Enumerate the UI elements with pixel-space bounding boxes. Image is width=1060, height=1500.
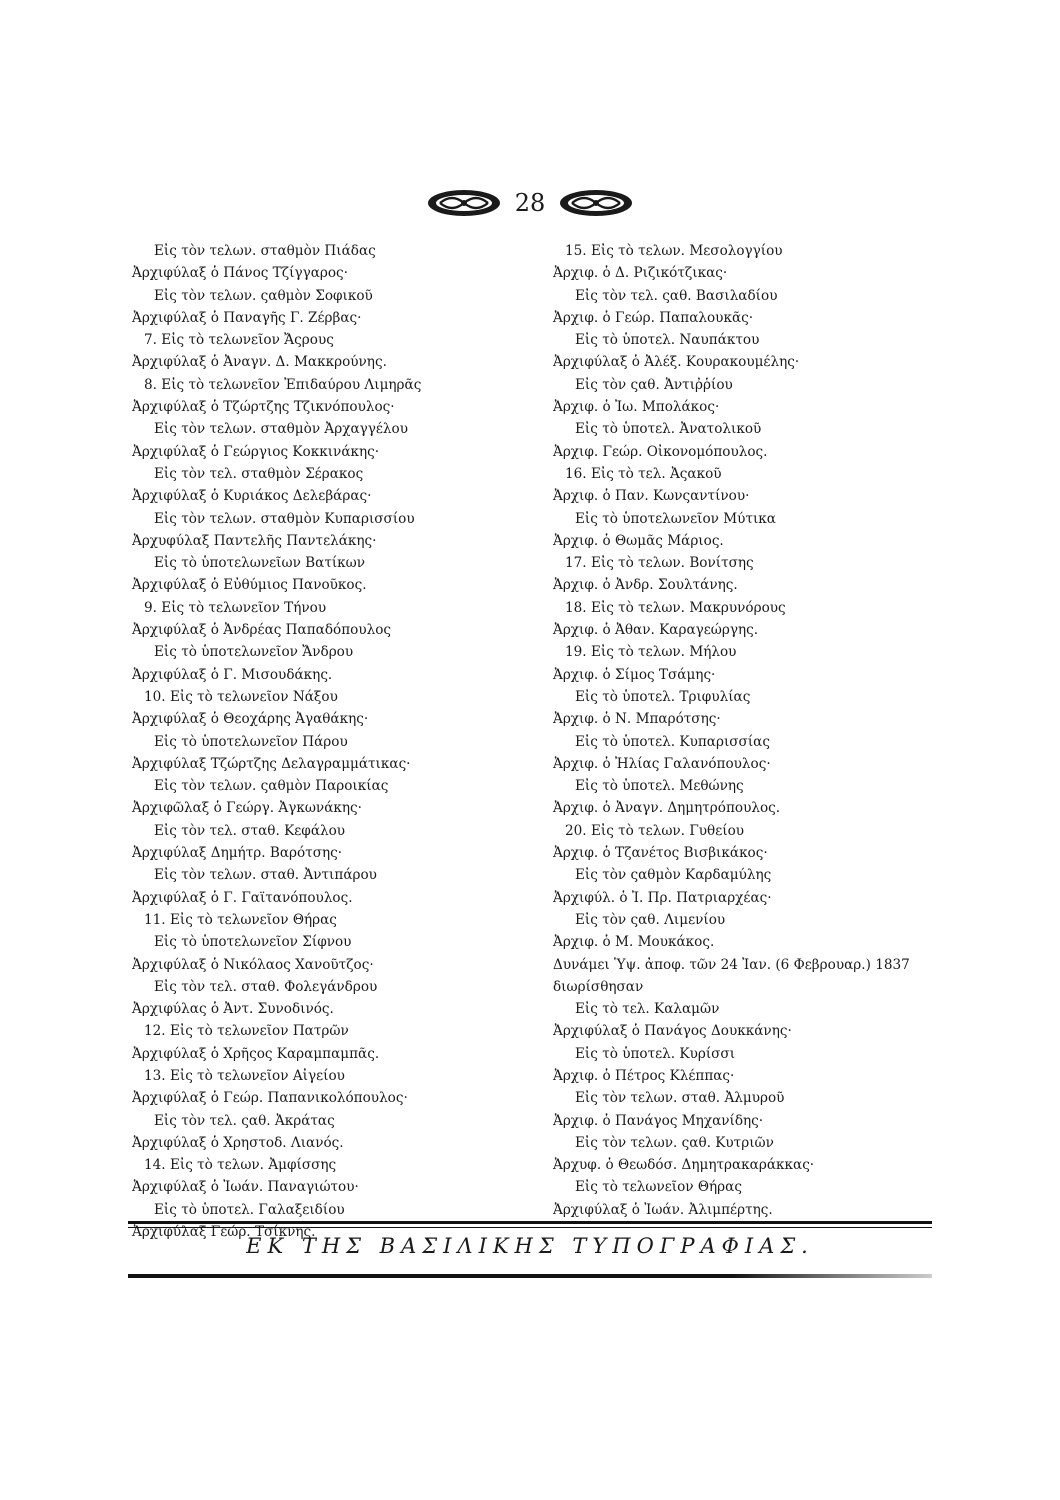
text-line: Ἀρχιφ. ὁ Δ. Ριζικότζικας· — [553, 265, 728, 282]
text-line: Ἀρχιφύλαξ Τζώρτζης Δελαγραμμάτικας· — [132, 755, 411, 772]
text-line: Ἀρχιφ. ὁ Ἰω. Μπολάκος· — [553, 399, 720, 416]
text-line: Εἰς τὸ ὑποτελ. Μεθώνης — [575, 778, 744, 795]
text-line: Ἀρχιφύλαξ ὁ Γ. Μισουδάκης. — [132, 666, 333, 683]
text-line: 10. Εἰς τὸ τελωνεῖον Νάξου — [144, 688, 338, 705]
text-line: Εἰς τὸν τελων. σταθ. Ἀλμυροῦ — [575, 1090, 785, 1107]
text-line: Εἰς τὸν τελων. ςαθμὸν Παροικίας — [154, 778, 389, 795]
text-line: Ἀρχιφύλαξ Δημήτρ. Βαρότσης· — [132, 845, 343, 862]
text-line: Ἀρχιφ. ὁ Θωμᾶς Μάριος. — [553, 532, 724, 549]
text-line: Εἰς τὸν τελ. ςαθ. Βασιλαδίου — [575, 287, 778, 304]
text-line: Εἰς τὸ ὑποτελ. Ναυπάκτου — [575, 332, 760, 349]
text-line: Εἰς τὸ ὑποτελωνεῖον Ἄνδρου — [154, 644, 354, 661]
text-line: Εἰς τὸν τελων. ςαθ. Κυτριῶν — [575, 1134, 774, 1151]
text-line: Ἀρχιφύλαξ ὁ Ἀναγν. Δ. Μακκρούνης. — [132, 354, 387, 371]
right-column — [553, 240, 973, 1221]
text-line: Ἀρχιφ. ὁ Ἀναγν. Δημητρόπουλος. — [553, 800, 781, 817]
text-line: Ἀρχιφύλαξ ὁ Εὐθύμιος Πανοῦκος. — [132, 577, 367, 594]
text-line: Εἰς τὸ ὑποτελ. Κυρίσσι — [575, 1045, 736, 1062]
text-line: Εἰς τὸ τελ. Καλαμῶν — [575, 1001, 720, 1018]
text-line: Εἰς τὸ τελωνεῖον Θήρας — [575, 1179, 742, 1196]
text-line: Ἀρχιφῶλαξ ὁ Γεώργ. Ἀγκωνάκης· — [132, 800, 362, 817]
text-line: 9. Εἰς τὸ τελωνεῖον Τήνου — [144, 599, 327, 616]
text-line: Ἀρχιφ. ὁ Σίμος Τσάμης· — [553, 666, 716, 683]
text-line: 19. Εἰς τὸ τελων. Μήλου — [565, 644, 737, 661]
text-line: Ἀρχιφ. ὁ Μ. Μουκάκος. — [553, 934, 715, 951]
text-line: Εἰς τὸ ὑποτελ. Κυπαρισσίας — [575, 733, 770, 750]
text-line: Δυνάμει Ὑψ. ἀποφ. τῶν 24 Ἰαν. (6 Φεβρουαρ.) 1837 διωρίσθησαν — [553, 956, 910, 995]
text-line: Εἰς τὸν τελων. σταθμὸν Κυπαρισσίου — [154, 510, 415, 527]
right-ornament-icon — [557, 187, 635, 219]
text-line: Ἀρχιφύλαξ ὁ Θεοχάρης Ἀγαθάκης· — [132, 711, 369, 728]
text-line: Εἰς τὸ ὑποτελωνεῖον Πάρου — [154, 733, 348, 750]
text-line: Εἰς τὸν τελ. σταθ. Φολεγάνδρου — [154, 978, 378, 995]
text-line: 18. Εἰς τὸ τελων. Μακρυνόρους — [565, 599, 786, 616]
text-line: Ἀρχιφ. ὁ Ἀνδρ. Σουλτάνης. — [553, 577, 738, 594]
text-line: Εἰς τὸν τελων. σταθ. Ἀντιπάρου — [154, 867, 377, 884]
text-line: 20. Εἰς τὸ τελων. Γυθείου — [565, 822, 745, 839]
text-line: Ἀρχιφύλας ὁ Ἀντ. Συνοδινός. — [132, 1001, 334, 1018]
footer-rule-bottom — [128, 1274, 932, 1278]
text-line: 16. Εἰς τὸ τελ. Ἀςακοῦ — [565, 465, 722, 482]
text-line: Ἀρχιφ. ὁ Πέτρος Κλέππας· — [553, 1067, 735, 1084]
text-line: Ἀρχιφύλαξ ὁ Παναγῆς Γ. Ζέρβας· — [132, 309, 362, 326]
text-line: Εἰς τὸν τελων. σταθμὸν Πιάδας — [154, 243, 376, 259]
text-line: Εἰς τὸ ὑποτελ. Ἀνατολικοῦ — [575, 421, 762, 438]
text-line: 14. Εἰς τὸ τελων. Ἀμφίσσης — [144, 1157, 337, 1174]
text-line: Εἰς τὸν ςαθμὸν Καρδαμύλης — [575, 867, 772, 884]
footer-rule-top-thin — [128, 1227, 932, 1228]
text-line: 12. Εἰς τὸ τελωνεῖον Πατρῶν — [144, 1023, 349, 1040]
text-line: Ἀρχιφ. ὁ Ἀθαν. Καραγεώργης. — [553, 622, 759, 639]
text-line: 7. Εἰς τὸ τελωνεῖον Ἄςρους — [144, 332, 334, 349]
text-line: Εἰς τὸν ςαθ. Ἀντιῤῥίου — [575, 376, 733, 393]
page-header — [0, 183, 1060, 223]
text-line: Ἀρχιφ. ὁ Ἠλίας Γαλανόπουλος· — [553, 755, 771, 772]
text-line: Ἀρχυφύλαξ Παντελῆς Παντελάκης· — [132, 532, 377, 549]
text-line: Ἀρχιφ. ὁ Γεώρ. Παπαλουκᾶς· — [553, 309, 754, 326]
text-line: Ἀρχιφύλαξ ὁ Ἀλέξ. Κουρακουμέλης· — [553, 354, 800, 371]
text-line: Εἰς τὸ ὑποτελ. Γαλαξειδίου — [154, 1201, 345, 1218]
text-line: Εἰς τὸν ςαθ. Λιμενίου — [575, 911, 726, 928]
text-line: Εἰς τὸ ὑποτελωνεῖον Σίφνου — [154, 934, 352, 951]
text-line: Ἀρχιφύλαξ Γεώρ. Τσίκνης. — [132, 1224, 316, 1241]
text-line: Ἀρχιφύλαξ ὁ Τζώρτζης Τζικνόπουλος· — [132, 399, 395, 416]
text-line: Ἀρχιφύλαξ ὁ Ἰωάν. Ἀλιμπέρτης. — [553, 1201, 773, 1218]
text-line: Εἰς τὸ ὑποτελωνεῖων Βατίκων — [154, 555, 366, 572]
text-line: Ἀρχιφύλ. ὁ Ἰ. Πρ. Πατριαρχέας· — [553, 889, 772, 906]
text-line: Εἰς τὸν τελων. ςαθμὸν Σοφικοῦ — [154, 287, 373, 304]
text-line: Εἰς τὸν τελ. ςαθ. Ἀκράτας — [154, 1112, 335, 1129]
page-number: 28 — [514, 189, 546, 217]
printer-imprint: ΕΚ ΤΗΣ ΒΑΣΙΛΙΚΗΣ ΤΥΠΟΓΡΑΦΙΑΣ. — [246, 1234, 814, 1258]
text-line: 11. Εἰς τὸ τελωνεῖον Θήρας — [144, 911, 337, 928]
text-line: Ἀρχιφ. Γεώρ. Οἰκονομόπουλος. — [553, 443, 768, 460]
text-line: Ἀρχιφύλαξ ὁ Γεώρ. Παπανικολόπουλος· — [132, 1090, 408, 1107]
text-line: 17. Εἰς τὸ τελων. Βονίτσης — [565, 555, 754, 572]
text-line: Ἀρχιφ. ὁ Πανάγος Μηχανίδης· — [553, 1112, 764, 1129]
text-line: Ἀρχιφ. ὁ Ν. Μπαρότσης· — [553, 711, 721, 728]
text-line: Ἀρχιφύλαξ ὁ Γ. Γαϊτανόπουλος. — [132, 889, 353, 906]
text-line: Ἀρχιφύλαξ ὁ Πανάγος Δουκκάνης· — [553, 1023, 792, 1040]
text-line: Εἰς τὸ ὑποτελ. Τριφυλίας — [575, 688, 751, 705]
text-line: 13. Εἰς τὸ τελωνεῖον Αἰγείου — [144, 1067, 345, 1084]
text-line: Εἰς τὸν τελ. σταθ. Κεφάλου — [154, 822, 346, 839]
text-line: Ἀρχιφύλαξ ὁ Χρῆςος Καραμπαμπᾶς. — [132, 1045, 380, 1062]
footer-rule-top — [128, 1221, 932, 1224]
text-line: Ἀρχιφύλαξ ὁ Κυριάκος Δελεβάρας· — [132, 488, 372, 505]
text-line: Εἰς τὸ ὑποτελωνεῖον Μύτικα — [575, 510, 776, 527]
text-line: Ἀρχιφύλαξ ὁ Πάνος Τζίγγαρος· — [132, 265, 348, 282]
text-line: Ἀρχυφ. ὁ Θεωδόσ. Δημητρακαράκκας· — [553, 1157, 815, 1174]
text-line: Ἀρχιφύλαξ ὁ Γεώργιος Κοκκινάκης· — [132, 443, 380, 460]
text-line: 8. Εἰς τὸ τελωνεῖον Ἐπιδαύρου Λιμηρᾶς — [144, 376, 422, 393]
left-ornament-icon — [425, 187, 503, 219]
text-line: Ἀρχιφ. ὁ Τζανέτος Βισβικάκος· — [553, 845, 768, 862]
text-line: Ἀρχιφύλαξ ὁ Ἰωάν. Παναγιώτου· — [132, 1179, 359, 1196]
left-column — [132, 240, 532, 1243]
text-line: Ἀρχιφύλαξ ὁ Ἀνδρέας Παπαδόπουλος — [132, 622, 391, 639]
text-line: 15. Εἰς τὸ τελων. Μεσολογγίου — [565, 243, 783, 259]
text-line: Εἰς τὸν τελων. σταθμὸν Ἀρχαγγέλου — [154, 421, 408, 438]
column-divider — [540, 240, 541, 1500]
text-line: Ἀρχιφύλαξ ὁ Χρηστοδ. Λιανός. — [132, 1134, 344, 1151]
text-line: Εἰς τὸν τελ. σταθμὸν Σέρακος — [154, 465, 364, 482]
text-line: Ἀρχιφύλαξ ὁ Νικόλαος Χανοῦτζος· — [132, 956, 374, 973]
text-line: Ἀρχιφ. ὁ Παν. Κωνςαντίνου· — [553, 488, 750, 505]
